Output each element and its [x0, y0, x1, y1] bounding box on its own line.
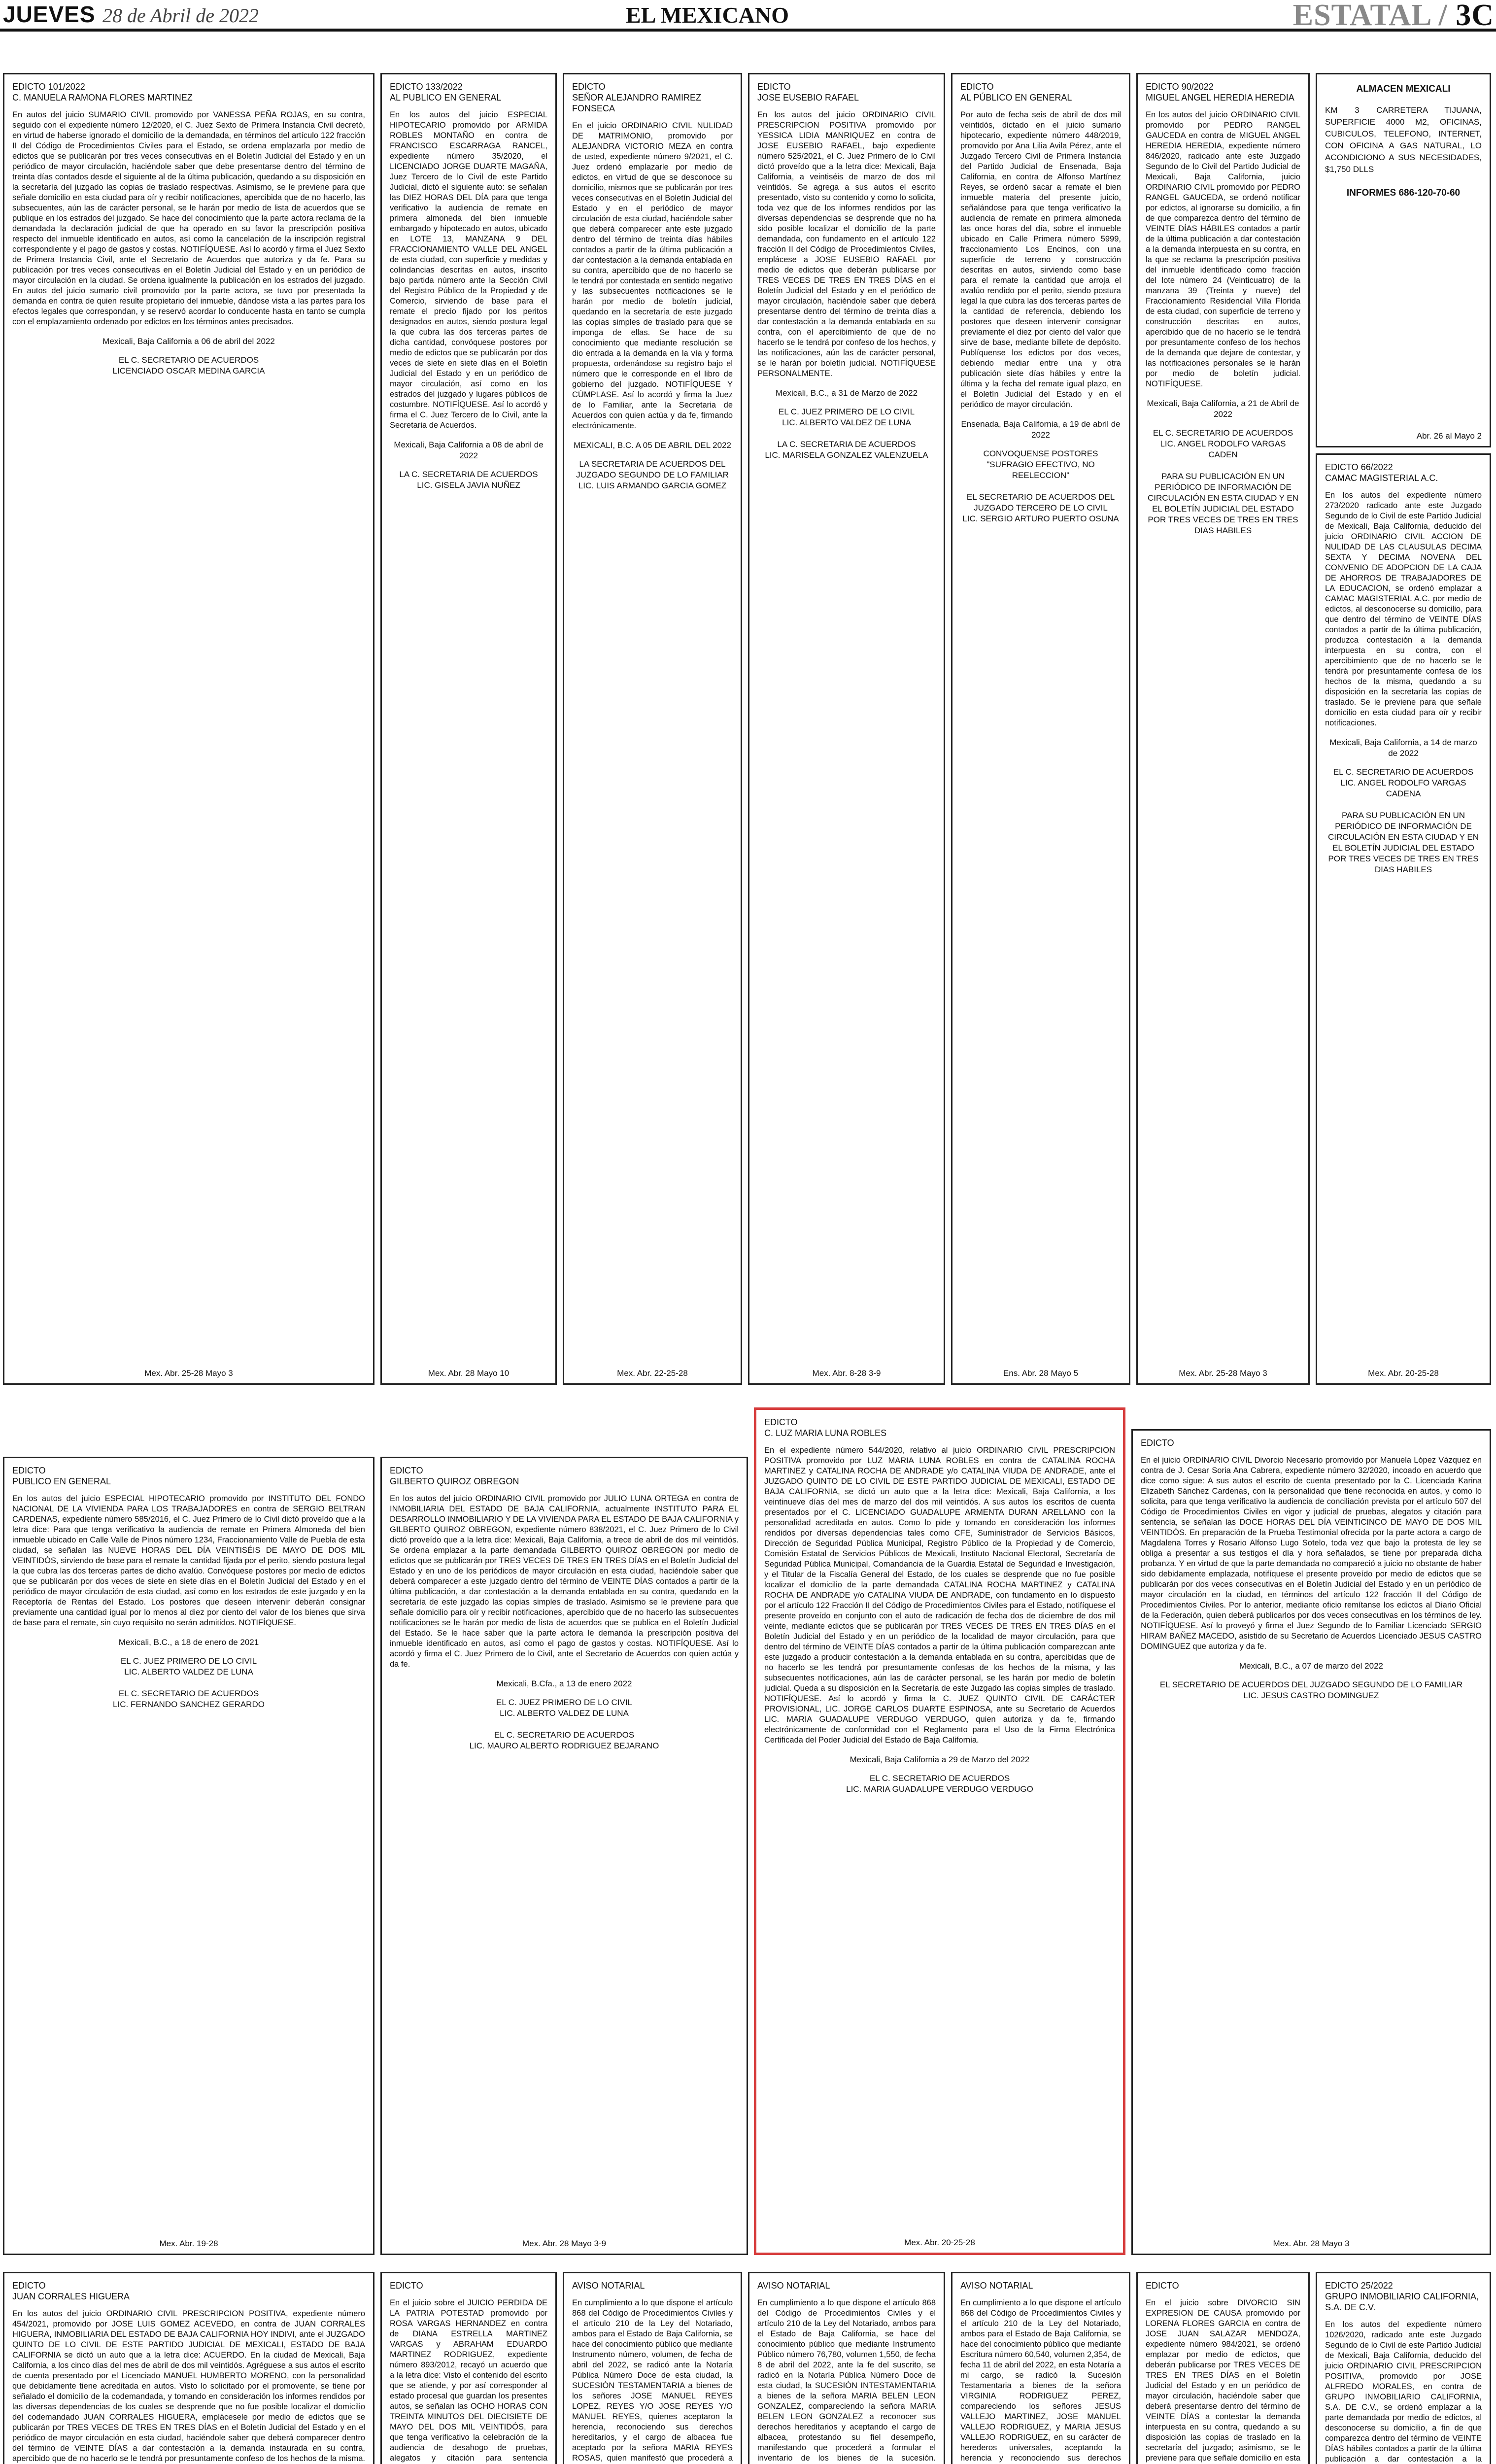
notice-body: En el expediente número 544/2020, relativo al juicio ORDINARIO CIVIL PRESCRIPCION POSITIVA promovido por LUZ MARIA LUNA ROBLES en contra de CATALINA ROCHA MARTINEZ y CATALINA ROCHA DE ANDRADE y/o CATALINA VIUDA DE ANDRADE, ante el JUZGADO QUINTO DE LO CIVIL DE ESTE PARTIDO JUDICIAL DE MEXICALI, ESTADO DE BAJA CALIFORNIA, se dictó un auto que a la letra dice: Mexicali, Baja California, a los veintinueve días del mes de marzo del dos mil veintidós. A sus autos los escritos de cuenta presentados por el C. LICENCIADO GUADALUPE ARMENTA DURAN ARELLANO con la personalidad acreditada en autos. Como lo pide y tomando en consideración los informes rendidos por diversas dependencias tales como CFE, Suministrador de Servicios Básicos, Dirección de Seguridad Pública Municipal, Registro Público de la Propiedad y de Comercio, Comisión Estatal de Servicios Públicos de Mexicali, Instituto Nacional Electoral, Secretaría de Seguridad Pública Municipal, Comandancia de la Guardia Estatal de Seguridad e Investigación, y el Titular de la Fiscalía General del Estado, de los cuales se desprende que no fue posible localizar el domicilio de la parte demandada CATALINA ROCHA MARTINEZ y CATALINA ROCHA DE ANDRADE y/o CATALINA VIUDA DE ANDRADE, con fundamento en lo dispuesto por el artículo 122 Fracción II del Código de Procedimientos Civiles para el Estado, notifíquese el presente proveído en conjunto con el auto de radicación de fecha dos de diciembre de dos mil veinte, mediante edictos que se publicarán por TRES VECES DE TRES EN TRES DÍAS en el Boletín Judicial del Estado y en un periódico de la localidad de mayor circulación, para que dentro del término de VEINTE DÍAS contados a partir de la última publicación comparezcan ante este juzgado a producir contestación a la demanda entablada en su contra, apercibidas que de no hacerlo se les tendrá por presuntamente confesas de los hechos de la misma, y las subsecuentes notificaciones, aún las de carácter personal, se les harán por medio de boletín judicial. Queda a su disposición en la Secretaría de este Juzgado las copias simples de traslado. NOTIFÍQUESE. Así lo acordó y firma la C. JUEZ QUINTO CIVIL DE CARÁCTER PROVISIONAL, LIC. JORGE CARLOS DUARTE ESPINOSA, ante su Secretario de Acuerdos LIC. MARIA GUADALUPE VERDUGO VERDUGO, quien autoriza y da fe, firmando electrónicamente de conformidad con el Reglamento para el Uso de la Firma Electrónica Certificada del Poder Judicial del Estado de Baja California.: [764, 1446, 1115, 1745]
notice-body: En los autos del juicio ESPECIAL HIPOTECARIO promovido por INSTITUTO DEL FONDO NACIONAL DE LA VIVIENDA PARA LOS TRABAJADORES en contra de SERGIO BELTRAN CARDENAS, expediente número 585/2016, el C. Juez Primero de lo Civil dictó proveído que a la letra dice: Para que tenga verificativo la audiencia de remate en Primera Almoneda del bien inmueble ubicado en Calle Valle de Pinos número 1234, Fraccionamiento Valle de Puebla de esta ciudad, se señalan las NUEVE HORAS DEL DÍA VEINTISÉIS DE MAYO DE DOS MIL VEINTIDÓS, sirviendo de base para el remate la cantidad fijada por el perito, siendo postura legal la que cubra las dos terceras partes de dicho avalúo. Convóquese postores por medio de edictos que se publicarán por dos veces de siete en siete días en el Boletín Judicial del Estado y en el periódico de mayor circulación de esta ciudad, así como en los estrados de este juzgado y en la Receptoría de Rentas del Estado. Los postores que deseen intervenir deberán consignar previamente una cantidad igual por lo menos al diez por ciento del valor de los bienes que sirva de base para el remate, sin cuyo requisito no serán admitidos. NOTIFÍQUESE.: [12, 1494, 365, 1627]
notice-place-date: Mexicali, Baja California a 29 de Marzo del 2022: [850, 1755, 1030, 1764]
edicto-notice: [3, 2272, 374, 2464]
notice-title: EDICTO GILBERTO QUIROZ OBREGON: [390, 1466, 519, 1486]
notice-body: En el juicio sobre el JUICIO PERDIDA DE LA PATRIA POTESTAD promovido por ROSA VARGAS HERNANDEZ en contra de DIANA ESTRELLA MARTINEZ VARGAS y ABRAHAM EDUARDO MARTINEZ RODRIGUEZ, expediente número 893/2012, recayó un acuerdo que a la letra dice: Visto el contenido del escrito que se atiende, y por así corresponder al estado procesal que guardan los presentes autos, se señalan las OCHO HORAS CON TREINTA MINUTOS DEL DIECISIETE DE MAYO DEL DOS MIL VEINTIDÓS, para que tenga verificativo la celebración de la audiencia de desahogo de pruebas, alegatos y citación para sentencia: [390, 2298, 547, 2463]
notice-body: En los autos del juicio ORDINARIO CIVIL PRESCRIPCION POSITIVA promovido por YESSICA LIDIA MANRIQUEZ en contra de JOSE EUSEBIO RAFAEL, bajo expediente número 525/2021, el C. Juez Primero de lo Civil dictó proveído que a la letra dice: Mexicali, Baja California, a veintiséis de marzo de dos mil veintidós. Se agrega a sus autos el escrito presentado, visto su contenido y como lo solicita, toda vez que de los informes rendidos por las diversas dependencias se desprende que no ha sido posible localizar el domicilio de la parte demandada, con fundamento en el artículo 122 fracción II del Código de Procedimientos Civiles, emplácese a JOSE EUSEBIO RAFAEL por medio de edictos que deberán publicarse por TRES VECES DE TRES EN TRES DÍAS en el Boletín Judicial del Estado y en el periódico de mayor circulación, haciéndole saber que deberá presentarse dentro del término de treinta días a dar contestación a la demanda entablada en su contra, con el apercibimiento de que de no hacerlo se le tendrá por confeso de los hechos, y las notificaciones, aún las de carácter personal, se le harán por boletín judicial. NOTIFÍQUESE PERSONALMENTE.: [757, 110, 936, 378]
notarial-notice: [748, 2272, 945, 2464]
notice-body: En los autos del juicio ORDINARIO CIVIL promovido por JULIO LUNA ORTEGA en contra de INMOBILIARIA DEL ESTADO DE BAJA CALIFORNIA, actualmente INSTITUTO PARA EL DESARROLLO INMOBILIARIO Y DE LA VIVIENDA PARA EL ESTADO DE BAJA CALIFORNIA y GILBERTO QUIROZ OBREGON, expediente número 838/2021, el C. Juez Primero de lo Civil dictó proveído que a la letra dice: Mexicali, Baja California, a trece de abril de dos mil veintidós. Se ordena emplazar a la parte demandada GILBERTO QUIROZ OBREGON por medio de edictos que se publicarán por TRES VECES DE TRES EN TRES DÍAS en el Boletín Judicial del Estado y en uno de los periódicos de mayor circulación en esta ciudad, haciéndole saber que deberá comparecer a este juzgado dentro del término de VEINTE DÍAS contados a partir de la última publicación, a dar contestación a la demanda entablada en su contra, quedando en la secretaría de este juzgado las copias simples de traslado. Asimismo se le previene para que señale domicilio para oír y recibir notificaciones, apercibido que de no hacerlo las subsecuentes notificaciones se le harán por medio de lista de acuerdos que se publica en el Boletín Judicial del Estado. Se le hace saber que la parte actora le demanda la prescripción positiva del inmueble identificado en autos, así como el pago de gastos y costas. NOTIFÍQUESE. Así lo acordó y firma el C. Juez Primero de lo Civil, ante el Secretario de Acuerdos con quien actúa y da fe.: [390, 1494, 739, 1669]
section-name: ESTATAL /: [1292, 0, 1448, 32]
edicto-notice: [1136, 73, 1310, 1385]
edicto-notice: [748, 73, 945, 1385]
classified-ad: [1316, 73, 1491, 447]
ad-publication-ref: Abr. 26 al Mayo 2: [1416, 431, 1482, 441]
page-header: [0, 0, 1496, 32]
notice-publication-ref: Mex. Abr. 25-28 Mayo 3: [144, 1369, 233, 1378]
notice-place-date: Mexicali, B.C., a 07 de marzo del 2022: [1239, 1661, 1383, 1671]
notice-signature: EL C. SECRETARIO DE ACUERDOS LICENCIADO OSCAR MEDINA GARCIA: [112, 355, 265, 376]
edicto-notice: [3, 73, 374, 1385]
newspaper-name: EL MEXICANO: [626, 2, 789, 28]
notice-body: En los autos del juicio ORDINARIO CIVIL promovido por PEDRO RANGEL GAUCEDA en contra de MIGUEL ANGEL HEREDIA HEREDIA, expediente número 846/2020, radicado ante este Juzgado Segundo de lo Civil del Partido Judicial de Mexicali, Baja California, juicio ORDINARIO CIVIL promovido por PEDRO RANGEL GAUCEDA, se ordenó notificar por edictos, al ignorarse su domicilio, a fin de que comparezca dentro del término de VEINTE DÍAS HÁBILES contados a partir de la última publicación a dar contestación a la demanda interpuesta en su contra, en la que se reclama la prescripción positiva del inmueble identificado como fracción del lote número 24 (Veinticuatro) de la manzana 39 (Treinta y nueve) del Fraccionamiento Residencial Villa Florida de esta ciudad, con superficie de terreno y construcción descritas en autos, apercibido que de no hacerlo se le tendrá por presuntamente confeso de los hechos de la demanda que dejare de contestar, y las notificaciones personales se le harán por medio de boletín judicial. NOTIFÍQUESE.: [1146, 110, 1300, 388]
notice-title: EDICTO: [390, 2281, 423, 2291]
notice-place-date: Mexicali, Baja California, a 14 de marzo de 2022: [1329, 738, 1477, 758]
ad-title: ALMACEN MEXICALI: [1356, 84, 1451, 94]
edicto-notice: [380, 1457, 748, 2255]
notice-signature: EL C. JUEZ PRIMERO DE LO CIVIL LIC. ALBERTO VALDEZ DE LUNA LA C. SECRETARIA DE ACUERDOS LIC. MARISELA GONZALEZ VALENZUELA: [765, 407, 928, 460]
notice-signature: CONVOQUENSE POSTORES "SUFRAGIO EFECTIVO, NO REELECCION" EL SECRETARIO DE ACUERDOS DEL JUZGADO TERCERO DE LO CIVIL LIC. SERGIO ARTURO PUERTO OSUNA: [962, 449, 1119, 523]
notice-publication-ref: Ens. Abr. 28 Mayo 5: [1003, 1369, 1079, 1378]
notice-signature: EL C. JUEZ PRIMERO DE LO CIVIL LIC. ALBERTO VALDEZ DE LUNA EL C. SECRETARIO DE ACUERDOS LIC. MAURO ALBERTO RODRIGUEZ BEJARANO: [469, 1698, 659, 1750]
notice-place-date: Mexicali, Baja California, a 21 de Abril de 2022: [1147, 399, 1299, 419]
edicto-notice: [1136, 2272, 1310, 2464]
edicto-notice: [1131, 1429, 1491, 2255]
notice-body: En los autos del expediente número 1026/2020, radicado ante este Juzgado Segundo de lo Civil de este Partido Judicial de Mexicali, Baja California, deducido del juicio ORDINARIO CIVIL PRESCRIPCION POSITIVA, promovido por JOSE ALFREDO MORALES, en contra de GRUPO INMOBILIARIO CALIFORNIA, S.A. DE C.V., se ordenó emplazar a la parte demandada por medio de edictos, al desconocerse su domicilio, a fin de que comparezca dentro del término de VEINTE DÍAS hábiles contados a partir de la última publicación a dar contestación a la: [1325, 2320, 1482, 2464]
section-label: [1293, 0, 1494, 33]
notice-title: AVISO NOTARIAL: [572, 2281, 645, 2291]
notice-place-date: Mexicali, B.C., a 31 de Marzo de 2022: [775, 388, 918, 398]
notice-body: En los autos del juicio ORDINARIO CIVIL PRESCRIPCION POSITIVA, expediente número 454/2021, promovido por JOSE LUIS GOMEZ ACEVEDO, en contra de JUAN CORRALES HIGUERA, INMOBILIARIA DEL ESTADO DE BAJA CALIFORNIA HOY INDIVI, ante el JUZGADO QUINTO DE LO CIVIL DE ESTE PARTIDO JUDICIAL DE MEXICALI, ESTADO DE BAJA CALIFORNIA se dictó un auto que a la letra dice: ACUERDO. En la ciudad de Mexicali, Baja California, a los cinco días del mes de abril de dos mil veintidós. Agréguese a sus autos el escrito de cuenta presentado por el Licenciado MANUEL HUMBERTO MORENO, con la personalidad que debidamente tiene acreditada en autos. Visto lo solicitado por el promovente, se tiene por señalado el domicilio de la codemandada, y tomando en consideración los informes rendidos por las diversas dependencias de los cuales se desprende que no fue posible localizar el domicilio del codemandado JUAN CORRALES HIGUERA, emplácesele por medio de edictos que se publicarán por TRES VECES DE TRES EN TRES DÍAS en el Boletín Judicial del Estado y en el periódico de mayor circulación en esta ciudad, haciéndole saber que deberá comparecer dentro del término de VEINTE DÍAS a dar contestación a la demanda instaurada en su contra, apercibido que de no hacerlo se le tendrá por presuntamente confeso de los hechos de la misma.: [12, 2309, 365, 2463]
notice-publication-ref: Mex. Abr. 20-25-28: [1368, 1369, 1439, 1378]
notice-body: En cumplimiento a lo que dispone el artículo 868 del Código de Procedimientos Civiles y el artículo 210 de la Ley del Notariado, ambos para el Estado de Baja California, se hace del conocimiento público que mediante Instrumento número, volumen, de fecha de abril del 2022, se radicó ante la Notaría Pública Número Doce de esta ciudad, la SUCESIÓN TESTAMENTARIA a bienes de los señores JOSE MANUEL REYES LOPEZ, REYES Y/O JOSE REYES Y/O MANUEL REYES, quienes aceptaron la herencia, reconociendo sus derechos hereditarios, y el cargo de albacea fue aceptado por la señora MARIA REYES ROSAS, quien manifestó que procederá a: [572, 2298, 733, 2463]
notice-place-date: Mexicali, B.C., a 18 de enero de 2021: [118, 1638, 259, 1647]
notice-title: EDICTO 66/2022 CAMAC MAGISTERIAL A.C.: [1325, 462, 1438, 483]
notice-signature: LA SECRETARIA DE ACUERDOS DEL JUZGADO SEGUNDO DE LO FAMILIAR LIC. LUIS ARMANDO GARCIA GOMEZ: [576, 459, 729, 490]
notice-title: EDICTO C. LUZ MARIA LUNA ROBLES: [764, 1417, 887, 1438]
notarial-notice: [951, 2272, 1130, 2464]
notice-body: En el juicio sobre DIVORCIO SIN EXPRESION DE CAUSA promovido por LORENA FLORES GARCIA en contra de JOSE JUAN SALAZAR MENDOZA, expediente número 984/2021, se ordenó emplazar por medio de edictos, que deberán publicarse por TRES VECES DE TRES EN TRES DÍAS en el Boletín Judicial del Estado y en un periódico de mayor circulación, haciéndole saber que deberá presentarse dentro del término de VEINTE DÍAS a contestar la demanda interpuesta en su contra, quedando a su disposición las copias de traslado en la secretaría del juzgado; asimismo, se le previene para que señale domicilio en esta: [1146, 2298, 1300, 2463]
notice-signature: EL SECRETARIO DE ACUERDOS DEL JUZGADO SEGUNDO DE LO FAMILIAR LIC. JESUS CASTRO DOMINGUEZ: [1159, 1680, 1463, 1700]
notice-publication-ref: Mex. Abr. 25-28 Mayo 3: [1179, 1369, 1267, 1378]
notice-title: EDICTO 133/2022 AL PUBLICO EN GENERAL: [390, 82, 502, 103]
ad-contact: INFORMES 686-120-70-60: [1346, 188, 1461, 198]
edicto-notice: [1316, 453, 1491, 1385]
notice-signature: EL C. SECRETARIO DE ACUERDOS LIC. MARIA GUADALUPE VERDUGO VERDUGO: [846, 1774, 1033, 1794]
notice-place-date: Mexicali, B.Cfa., a 13 de enero 2022: [496, 1679, 632, 1688]
notice-place-date: Mexicali, Baja California a 08 de abril de 2022: [394, 440, 544, 460]
edicto-notice: [1316, 2272, 1491, 2464]
notice-title: EDICTO PUBLICO EN GENERAL: [12, 1466, 111, 1486]
notice-body: En los autos del juicio ESPECIAL HIPOTECARIO promovido por ARMIDA ROBLES MONTAÑO en contra de FRANCISCO ESCARRAGA RANCEL, expediente número 35/2020, el LICENCIADO JORGE DUARTE MAGAÑA, Juez Tercero de lo Civil de este Partido Judicial, dictó el siguiente auto: se señalan las DIEZ HORAS DEL DÍA para que tenga verificativo la audiencia de remate en primera almoneda del bien inmueble embargado y hipotecado en autos, ubicado en LOTE 13, MANZANA 9 DEL FRACCIONAMIENTO VALLE DEL ANGEL de esta ciudad, con superficie y medidas y colindancias descritas en autos, inscrito bajo partida número ante la Sección Civil del Registro Público de la Propiedad y de Comercio, sirviendo de base para el remate el precio fijado por los peritos designados en autos, siendo postura legal la que cubra las dos terceras partes de dicha cantidad, convóquese postores por medio de edictos que se publicarán por dos veces de siete en siete días en el Boletín Judicial del Estado y en un periódico de mayor circulación, así como en los estrados del juzgado y lugares públicos de costumbre. NOTIFÍQUESE. Así lo acordó y firma el C. Juez Tercero de lo Civil, ante la Secretaria de Acuerdos.: [390, 110, 547, 430]
notice-body: En el juicio ORDINARIO CIVIL Divorcio Necesario promovido por Manuela López Vázquez en contra de J. Cesar Soria Ana Cabrera, expediente número 32/2020, incoado en acuerdo que dice como sigue: A sus autos el escrito de cuenta presentado por la C. Licenciada Karina Elizabeth Sánchez Cardenas, con la personalidad que tiene reconocida en autos, y como lo solicita, para que tenga verificativo la audiencia de conciliación prevista por el artículo 507 del Código de Procedimientos Civiles en vigor y judicial de pruebas, alegatos y citación para sentencia, se señalan las DOCE HORAS DEL DÍA VEINTICINCO DE MAYO DE DOS MIL VEINTIDÓS. En preparación de la Prueba Testimonial ofrecida por la parte actora a cargo de Magdalena Torres y Rosario Alfonso Lugo Sotelo, toda vez que bajo la protesta de ley se obliga a presentar a sus testigos el día y hora señalados, se tiene por preparada dicha probanza. Y en virtud de que la parte demandada no compareció a juicio no obstante de haber sido debidamente emplazada, notifíquese el presente proveído por medio de edictos que se publicarán por dos veces consecutivas en el Boletín Judicial del Estado y en un periódico de mayor circulación en la ciudad, en términos del artículo 122 fracción II del Código de Procedimientos Civiles. Por lo anterior, mediante oficio remítanse los edictos al Diario Oficial de la Federación, quien deberá publicarlos por dos veces consecutivas en los términos de ley. NOTIFÍQUESE. Así lo proveyó y firma el Juez Segundo de lo Familiar Licenciado SERGIO HIRAM BAÑEZ MACEDO, asistido de su Secretario de Acuerdos Licenciado JESUS CASTRO DOMINGUEZ que autoriza y da fe.: [1141, 1456, 1482, 1651]
notice-place-date: Ensenada, Baja California, a 19 de abril de 2022: [961, 419, 1121, 440]
notice-title: AVISO NOTARIAL: [960, 2281, 1033, 2291]
notarial-notice: [563, 2272, 742, 2464]
notice-signature: LA C. SECRETARIA DE ACUERDOS LIC. GISELA JAVIA NUÑEZ: [399, 470, 538, 490]
notice-publication-ref: Mex. Abr. 22-25-28: [617, 1369, 688, 1378]
notice-signature: EL C. SECRETARIO DE ACUERDOS LIC. ANGEL RODOLFO VARGAS CADENA PARA SU PUBLICACIÓN EN UN PERIÓDICO DE INFORMACIÓN DE CIRCULACIÓN EN ESTA CIUDAD Y EN EL BOLETÍN JUDICIAL DEL ESTADO POR TRES VECES DE TRES EN TRES DIAS HABILES: [1327, 767, 1479, 874]
ad-body: KM 3 CARRETERA TIJUANA, SUPERFICIE 4000 M2, OFICINAS, CUBICULOS, TELEFONO, INTERNET, CON OFICINA A GAS NATURAL, LO ACONDICIONO A SUS NECESIDADES, $1,750 DLLS: [1325, 105, 1482, 174]
notice-title: EDICTO JOSE EUSEBIO RAFAEL: [757, 82, 859, 103]
notice-body: En cumplimiento a lo que dispone el artículo 868 del Código de Procedimientos Civiles y el artículo 210 de la Ley del Notariado, ambos para el Estado de Baja California, se hace del conocimiento público que mediante Escritura número 60,540, volumen 2,354, de fecha 11 de abril del 2022, en esta Notaría a mi cargo, se radicó la Sucesión Testamentaria a bienes de la señora VIRGINIA RODRIGUEZ PEREZ, compareciendo los señores JESUS VALLEJO MARTINEZ, JOSE MANUEL VALLEJO RODRIGUEZ, y MARIA JESUS VALLEJO RODRIGUEZ, en su carácter de herederos universales, aceptando la herencia y reconociendo sus derechos: [960, 2298, 1121, 2463]
notice-publication-ref: Mex. Abr. 28 Mayo 10: [428, 1369, 510, 1378]
notice-signature: EL C. JUEZ PRIMERO DE LO CIVIL LIC. ALBERTO VALDEZ DE LUNA EL C. SECRETARIO DE ACUERDOS LIC. FERNANDO SANCHEZ GERARDO: [113, 1656, 265, 1709]
notice-title: EDICTO AL PÚBLICO EN GENERAL: [960, 82, 1072, 103]
notice-title: AVISO NOTARIAL: [757, 2281, 830, 2291]
notice-body: En los autos del expediente número 273/2020 radicado ante este Juzgado Segundo de lo Civil de este Partido Judicial de Mexicali, Baja California, deducido del juicio ORDINARIO CIVIL ACCION DE NULIDAD DE LAS CLAUSULAS DECIMA SEXTA Y DECIMA NOVENA DEL CONVENIO DE ADOPCION DE LA CAJA DE AHORROS DE TRABAJADORES DE LA EDUCACION, se ordenó emplazar a CAMAC MAGISTERIAL A.C. por medio de edictos, al desconocerse su domicilio, para que dentro del término de VEINTE DÍAS contados a partir de la última publicación, produzca contestación a la demanda interpuesta en su contra, con el apercibimiento que de no hacerlo se le tendrá por presuntamente confesa de los hechos de la misma, quedando a su disposición en la secretaría las copias de traslado. Se le previene para que señale domicilio en esta ciudad para oír y recibir notificaciones.: [1325, 491, 1482, 727]
notice-title: EDICTO 25/2022 GRUPO INMOBILIARIO CALIFORNIA, S.A. DE C.V.: [1325, 2281, 1479, 2312]
notice-body: Por auto de fecha seis de abril de dos mil veintidós, dictado en el juicio sumario hipotecario, expediente número 448/2019, promovido por Ana Lilia Avila Pérez, ante el Juzgado Tercero Civil de Primera Instancia del Partido Judicial de Ensenada, Baja California, en contra de Alfonso Martínez Reyes, se ordenó sacar a remate el bien inmueble materia del presente juicio, señalándose para que tenga verificativo la audiencia de remate en primera almoneda las once horas del día, sobre el inmueble ubicado en Calle Primera número 5999, fraccionamiento Los Encinos, con una superficie de terreno y construcción descritas en autos, sirviendo como base para el remate la cantidad que arroja el avalúo rendido por el perito, siendo postura legal la que cubra las dos terceras partes de la cantidad de referencia, debiendo los postores que deseen intervenir consignar previamente el diez por ciento del valor que sirve de base, mediante billete de depósito. Publíquense los edictos por dos veces, debiendo mediar entre una y otra publicación siete días hábiles y entre la última y la fecha del remate igual plazo, en el Boletín Judicial del Estado y en el periódico de mayor circulación.: [960, 110, 1121, 409]
header-day: JUEVES: [3, 1, 96, 27]
notice-publication-ref: Mex. Abr. 8-28 3-9: [812, 1369, 881, 1378]
edicto-notice: [3, 1457, 374, 2255]
notice-signature: EL C. SECRETARIO DE ACUERDOS LIC. ANGEL RODOLFO VARGAS CADEN PARA SU PUBLICACIÓN EN UN PERIÓDICO DE INFORMACIÓN DE CIRCULACIÓN EN ESTA CIUDAD Y EN EL BOLETÍN JUDICIAL DEL ESTADO POR TRES VECES DE TRES EN TRES DIAS HABILES: [1147, 428, 1299, 535]
edicto-notice-highlighted: [754, 1407, 1125, 2255]
notice-publication-ref: Mex. Abr. 19-28: [159, 2239, 218, 2248]
notice-body: En cumplimiento a lo que dispone el artículo 868 del Código de Procedimientos Civiles y el artículo 210 de la Ley del Notariado, ambos para el Estado de Baja California, se hace del conocimiento público que mediante Instrumento Público número 76,780, volumen 1,550, de fecha 8 de abril del 2022, ante la fe del suscrito, se radicó en la Notaría Pública Número Doce de esta ciudad, la SUCESIÓN INTESTAMENTARIA a bienes de la señora MARIA BELEN LEON GONZALEZ, compareciendo la señora MARIA BELEN LEON GONZALEZ a reconocer sus derechos hereditarios y aceptando el cargo de albacea, protestando su fiel desempeño, manifestando que procederá a formular el inventario de los bienes de la sucesión.: [757, 2298, 936, 2463]
notice-title: EDICTO 90/2022 MIGUEL ANGEL HEREDIA HEREDIA: [1146, 82, 1294, 103]
notice-title: EDICTO: [1141, 1438, 1174, 1448]
notice-title: EDICTO 101/2022 C. MANUELA RAMONA FLORES MARTINEZ: [12, 82, 193, 103]
notice-publication-ref: Mex. Abr. 28 Mayo 3: [1273, 2239, 1350, 2248]
header-date: 28 de Abril de 2022: [102, 4, 259, 27]
page-number: 3C: [1456, 0, 1494, 32]
notice-publication-ref: Mex. Abr. 28 Mayo 3-9: [522, 2239, 607, 2248]
notice-place-date: MEXICALI, B.C. A 05 DE ABRIL DEL 2022: [573, 441, 731, 450]
notice-title: EDICTO: [1146, 2281, 1179, 2291]
notice-publication-ref: Mex. Abr. 20-25-28: [904, 2238, 975, 2247]
edicto-notice: [380, 2272, 557, 2464]
notice-body: En autos del juicio SUMARIO CIVIL promovido por VANESSA PEÑA ROJAS, en su contra, seguido con el expediente número 12/2020, el C. Juez Sexto de Primera Instancia Civil decretó, en virtud de haberse ignorado el domicilio de la demandada, en términos del artículo 122 fracción II del Código de Procedimientos Civiles para el Estado, se ordena emplazarla por medio de edictos que se publicarán por tres veces consecutivas en el Boletín Judicial del Estado y en un periódico de mayor circulación, haciéndole saber que debe presentarse dentro del término de treinta días contados desde el siguiente al de la última publicación, quedando a su disposición en la secretaría del juzgado las copias de traslado respectivas. Asimismo, se le previene para que señale domicilio en esta ciudad para oír y recibir notificaciones, apercibida que de no hacerlo, las subsecuentes, aún las de carácter personal, se le harán por medio de lista de acuerdos que se publique en los estrados del juzgado. Se hace del conocimiento que la parte actora reclama de la demandada la declaración judicial de que ha operado en su favor la prescripción positiva respecto del inmueble identificado en autos, así como la cancelación de la inscripción registral correspondiente y el pago de gastos y costas. NOTIFÍQUESE. Así lo acordó y firma el Juez Sexto de Primera Instancia Civil, ante el Secretario de Acuerdos que autoriza y da fe. Para su publicación por tres veces consecutivas en el Boletín Judicial del Estado y en un periódico de mayor circulación en la ciudad. Se ordena igualmente la publicación en los estrados del juzgado. En autos del juicio sumario civil promovido por la parte actora, se tuvo por presentada la demanda en contra de quien resulte propietario del inmueble, dándose vista a las partes para los efectos legales que correspondan, y se reservó acordar lo conducente hasta en tanto se cumpla con el emplazamiento ordenado por edictos en los términos antes precisados.: [12, 110, 365, 326]
notice-body: En el juicio ORDINARIO CIVIL NULIDAD DE MATRIMONIO, promovido por ALEJANDRA VICTORIO MEZA en contra de usted, expediente número 9/2021, el C. Juez ordenó emplazarle por medio de edictos, en virtud de que se desconoce su domicilio, mismos que se publicarán por tres veces consecutivas en el Boletín Judicial del Estado y en el periódico de mayor circulación de esta ciudad, haciéndole saber que deberá comparecer ante este juzgado dentro del término de treinta días hábiles contados a partir de la última publicación a dar contestación a la demanda entablada en su contra, apercibido que de no hacerlo se le tendrá por contestada en sentido negativo y las subsecuentes notificaciones se le harán por medio de boletín judicial, quedando en la secretaría de este juzgado las copias simples de traslado para que se imponga de ellas. Se hace de su conocimiento que mediante resolución se dio entrada a la demanda en la vía y forma propuesta, ordenándose su registro bajo el número que le corresponde en el libro de gobierno del juzgado. NOTIFÍQUESE Y CÚMPLASE. Así lo acordó y firma la Juez de lo Familiar, ante la Secretaria de Acuerdos con quien actúa y da fe, firmando electrónicamente.: [572, 121, 733, 430]
edicto-notice: [380, 73, 557, 1385]
edicto-notice: [951, 73, 1130, 1385]
edicto-notice: [563, 73, 742, 1385]
notice-place-date: Mexicali, Baja California a 06 de abril del 2022: [102, 337, 275, 346]
notice-title: EDICTO JUAN CORRALES HIGUERA: [12, 2281, 130, 2301]
notice-title: EDICTO SEÑOR ALEJANDRO RAMIREZ FONSECA: [572, 82, 702, 113]
